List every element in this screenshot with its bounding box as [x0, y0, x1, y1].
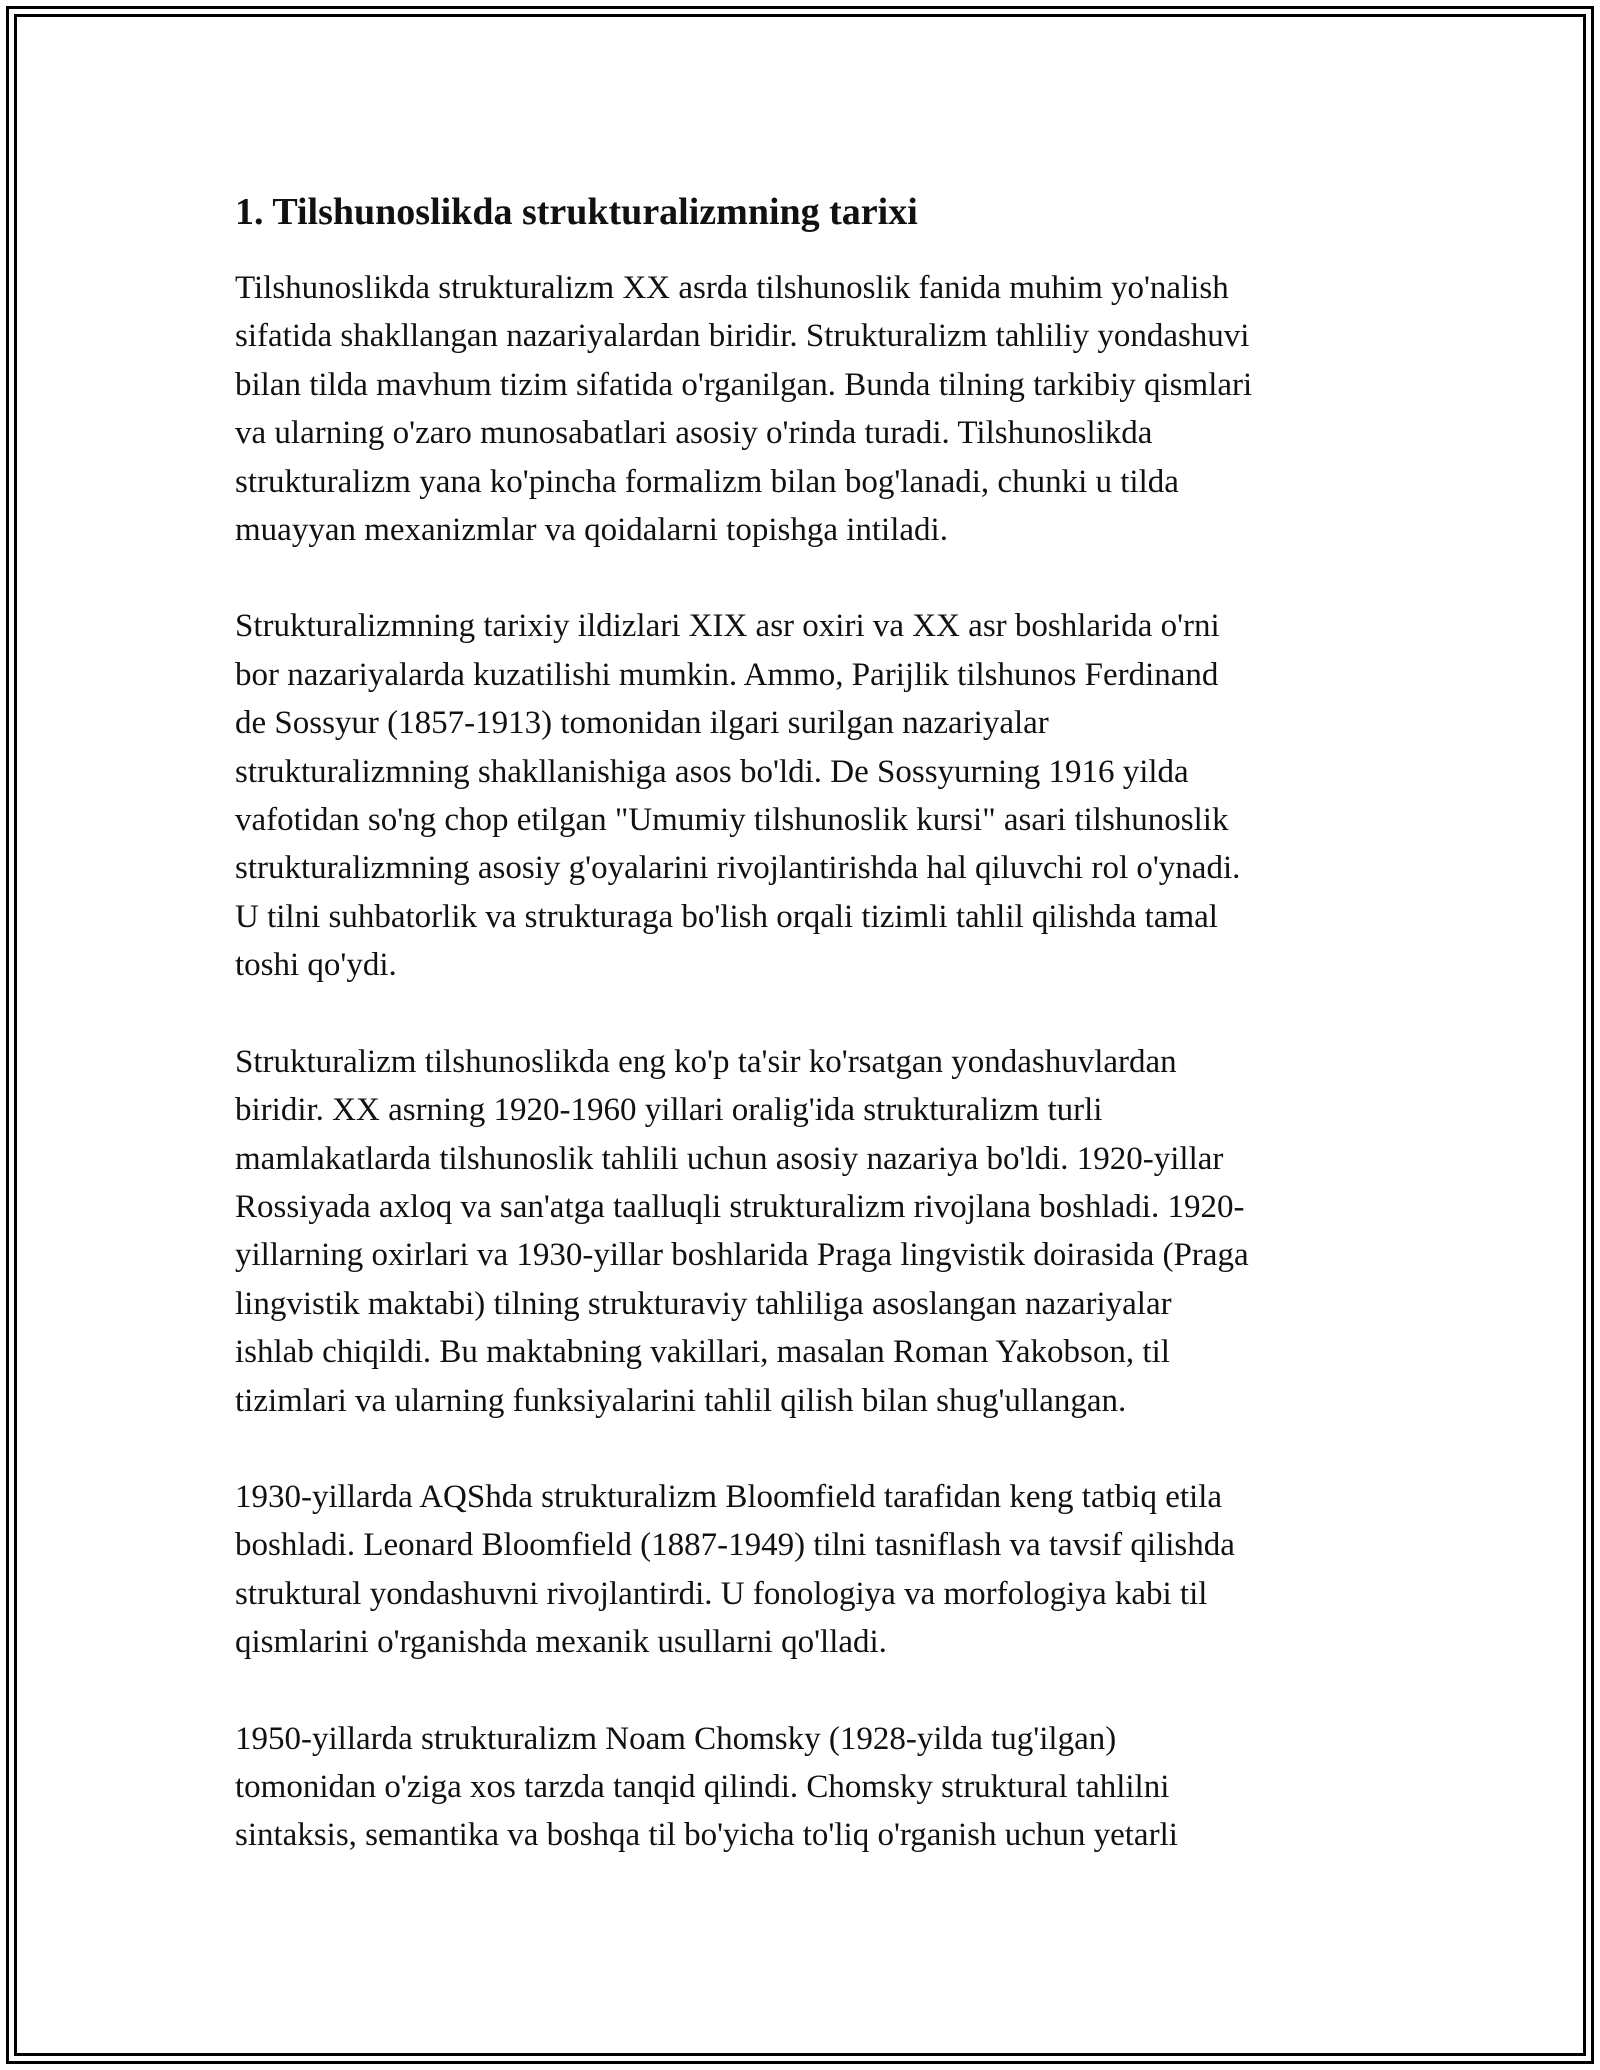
text-line: yillarning oxirlari va 1930-yillar boshlarida Praga lingvistik doirasida (Praga: [235, 1237, 1249, 1274]
paragraph-3: [235, 1038, 1375, 1425]
text-line: mamlakatlarda tilshunoslik tahlili uchun asosiy nazariya bo'ldi. 1920-yillar: [235, 1140, 1224, 1177]
text-line: biridir. XX asrning 1920-1960 yillari oralig'ida strukturalizm turli: [235, 1092, 1103, 1129]
text-line: tizimlari va ularning funksiyalarini tahlil qilish bilan shug'ullangan.: [235, 1382, 1127, 1419]
text-line: 1950-yillarda strukturalizm Noam Chomsky (1928-yilda tug'ilgan): [235, 1720, 1117, 1757]
text-line: vafotidan so'ng chop etilgan "Umumiy tilshunoslik kursi" asari tilshunoslik: [235, 802, 1229, 839]
text-line: va ularning o'zaro munosabatlari asosiy o'rinda turadi. Tilshunoslikda: [235, 415, 1153, 452]
text-line: sintaksis, semantika va boshqa til bo'yicha to'liq o'rganish uchun yetarli: [235, 1817, 1178, 1854]
text-line: Rossiyada axloq va san'atga taalluqli strukturalizm rivojlana boshladi. 1920-: [235, 1188, 1245, 1225]
text-line: ishlab chiqildi. Bu maktabning vakillari, masalan Roman Yakobson, til: [235, 1334, 1170, 1371]
text-line: struktural yondashuvni rivojlantirdi. U fonologiya va morfologiya kabi til: [235, 1575, 1208, 1612]
text-line: boshladi. Leonard Bloomfield (1887-1949) tilni tasniflash va tavsif qilishda: [235, 1527, 1235, 1564]
paragraph-5: [235, 1715, 1375, 1860]
text-line: Strukturalizm tilshunoslikda eng ko'p ta'sir ko'rsatgan yondashuvlardan: [235, 1043, 1177, 1080]
text-line: Tilshunoslikda strukturalizm XX asrda tilshunoslik fanida muhim yo'nalish: [235, 270, 1229, 306]
text-line: tomonidan o'ziga xos tarzda tanqid qilindi. Chomsky struktural tahlilni: [235, 1768, 1170, 1805]
text-line: qismlarini o'rganishda mexanik usullarni qo'lladi.: [235, 1624, 887, 1661]
document-body: [235, 186, 1375, 1908]
text-line: strukturalizmning asosiy g'oyalarini rivojlantirishda hal qiluvchi rol o'ynadi.: [235, 850, 1241, 887]
paragraph-2: [235, 602, 1375, 989]
text-line: bor nazariyalarda kuzatilishi mumkin. Ammo, Parijlik tilshunos Ferdinand: [235, 656, 1219, 693]
text-line: muayyan mexanizmlar va qoidalarni topishga intiladi.: [235, 512, 948, 549]
text-line: strukturalizmning shakllanishiga asos bo'ldi. De Sossyurning 1916 yilda: [235, 753, 1189, 790]
text-line: lingvistik maktabi) tilning strukturaviy tahliliga asoslangan nazariyalar: [235, 1285, 1172, 1322]
paragraph-4: [235, 1473, 1375, 1667]
text-line: sifatida shakllangan nazariyalardan biridir. Strukturalizm tahliliy yondashuvi: [235, 318, 1250, 355]
text-line: U tilni suhbatorlik va strukturaga bo'lish orqali tizimli tahlil qilishda tamal: [235, 898, 1218, 935]
text-line: bilan tilda mavhum tizim sifatida o'rganilgan. Bunda tilning tarkibiy qismlari: [235, 366, 1253, 403]
section-heading: 1. Tilshunoslikda strukturalizmning tarixi: [235, 191, 918, 233]
text-line: Strukturalizmning tarixiy ildizlari XIX asr oxiri va XX asr boshlarida o'rni: [235, 608, 1220, 645]
text-line: strukturalizm yana ko'pincha formalizm bilan bog'lanadi, chunki u tilda: [235, 463, 1179, 500]
text-line: 1930-yillarda AQShda strukturalizm Bloomfield tarafidan keng tatbiq etila: [235, 1478, 1223, 1515]
paragraph-1: [235, 264, 1375, 554]
text-line: toshi qo'ydi.: [235, 947, 397, 984]
text-line: de Sossyur (1857-1913) tomonidan ilgari surilgan nazariyalar: [235, 705, 1049, 742]
